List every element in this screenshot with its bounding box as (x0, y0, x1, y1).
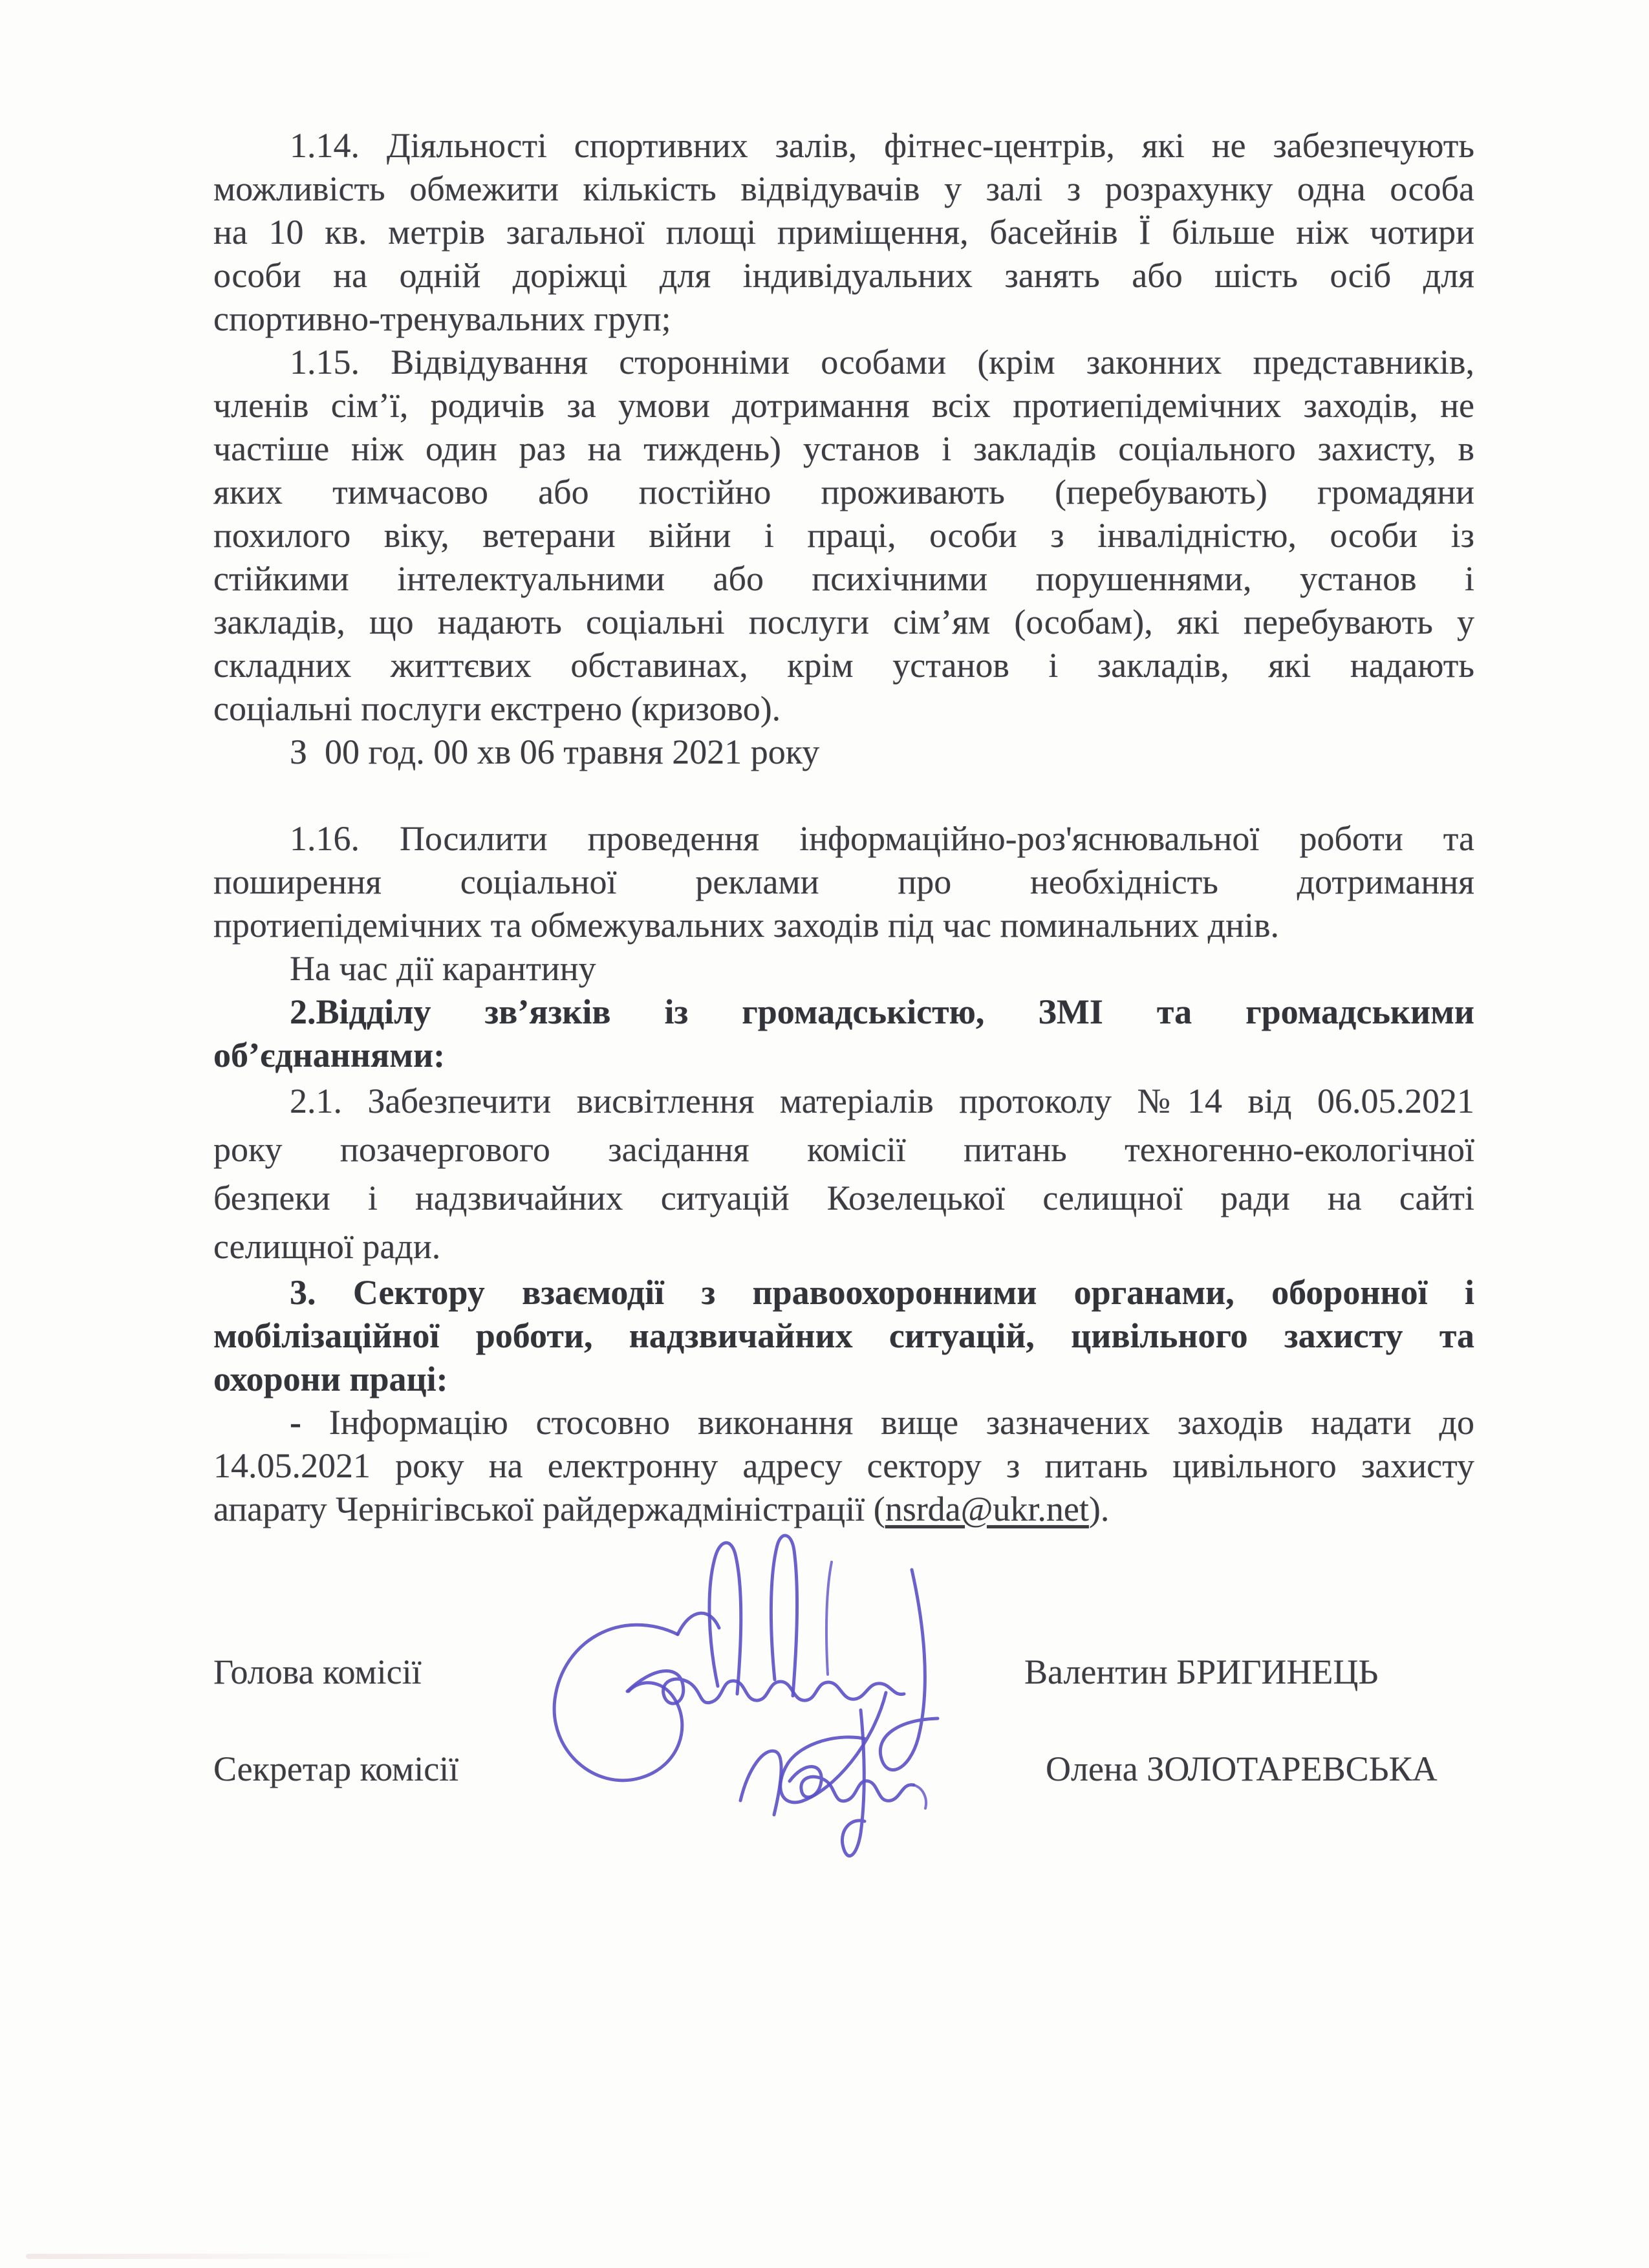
text-line: членів сім’ї, родичів за умови дотримання всіх протиепідемічних заходів, не (213, 386, 1474, 425)
text-line: 1.14. Діяльності спортивних залів, фітнес-центрів, які не забезпечують (290, 126, 1474, 165)
text-line: стійкими інтелектуальними або психічними порушеннями, установ і (213, 559, 1474, 598)
signer-name: Олена ЗОЛОТАРЕВСЬКА (1046, 1749, 1438, 1788)
paragraph-1-16 (213, 817, 1474, 947)
effective-time-line: З 00 год. 00 хв 06 травня 2021 року (290, 733, 820, 771)
heading-line: охорони праці: (213, 1360, 448, 1398)
text-line: селищної ради. (213, 1227, 441, 1266)
blank-line (213, 774, 1474, 817)
text-line: на 10 кв. метрів загальної площі приміщення, басейнів Ї більше ніж чотири (213, 213, 1474, 251)
signature-row-chairman (213, 1651, 1474, 1694)
heading-line: об’єднаннями: (213, 1036, 446, 1075)
text-fragment: Інформацію стосовно виконання вище зазначених заходів надати до (301, 1403, 1474, 1442)
text-line: закладів, що надають соціальні послуги сім’ям (особам), які перебувають у (213, 603, 1474, 641)
paragraph-2-1 (213, 1077, 1474, 1271)
text-line: особи на одній доріжці для індивідуальних занять або шість осіб для (213, 256, 1474, 295)
text-fragment: ). (1088, 1490, 1110, 1528)
text-line: спортивно-тренувальних груп; (213, 299, 671, 338)
email-address: nsrda@ukr.net (885, 1490, 1089, 1528)
quarantine-duration-line: На час дії карантину (290, 949, 596, 988)
signature-row-secretary (213, 1748, 1474, 1791)
text-line: соціальні послуги екстрено (кризово). (213, 689, 781, 728)
heading-line: мобілізаційної роботи, надзвичайних ситуацій, цивільного захисту та (213, 1316, 1474, 1355)
text-line (213, 1488, 1474, 1531)
text-line: складних життєвих обставинах, крім установ і закладів, які надають (213, 646, 1474, 685)
text-line: 1.15. Відвідування сторонніми особами (крім законних представників, (290, 343, 1474, 381)
dash-bullet: - (290, 1403, 301, 1442)
heading-section-3 (213, 1271, 1474, 1401)
text-line: похилого віку, ветерани війни і праці, особи з інвалідністю, особи із (213, 516, 1474, 555)
text-fragment: апарату Чернігівської райдержадміністрації ( (213, 1490, 885, 1528)
heading-section-2 (213, 990, 1474, 1077)
text-line: яких тимчасово або постійно проживають (перебувають) громадяни (213, 473, 1474, 511)
text-line: 1.16. Посилити проведення інформаційно-роз'яснювальної роботи та (290, 819, 1474, 858)
text-line: 14.05.2021 року на електронну адресу сектору з питань цивільного захисту (213, 1446, 1474, 1485)
signer-name: Валентин БРИГИНЕЦЬ (1024, 1653, 1379, 1691)
paragraph-1-14 (213, 124, 1474, 341)
text-line: протиепідемічних та обмежувальних заходів під час поминальних днів. (213, 906, 1280, 945)
scan-artifact (26, 2254, 440, 2259)
text-line: року позачергового засідання комісії питань техногенно-екологічної (213, 1130, 1474, 1169)
role-label: Секретар комісії (213, 1749, 459, 1788)
heading-line: 3. Сектору взаємодії з правоохоронними органами, оборонної і (290, 1273, 1474, 1312)
text-line: поширення соціальної реклами про необхідність дотримання (213, 862, 1474, 901)
heading-line: 2.Відділу зв’язків із громадськістю, ЗМІ та громадськими (290, 992, 1474, 1031)
text-line: частіше ніж один раз на тиждень) установ і закладів соціального захисту, в (213, 429, 1474, 468)
text-line: 2.1. Забезпечити висвітлення матеріалів протоколу №14 від 06.05.2021 (290, 1082, 1474, 1120)
paragraph-1-15 (213, 341, 1474, 731)
text-line: безпеки і надзвичайних ситуацій Козелецької селищної ради на сайті (213, 1179, 1474, 1217)
text-line (213, 1401, 1474, 1444)
role-label: Голова комісії (213, 1653, 422, 1691)
document-text-block (213, 124, 1474, 1791)
paragraph-info-request (213, 1401, 1474, 1531)
text-line: можливість обмежити кількість відвідувачів у залі з розрахунку одна особа (213, 169, 1474, 208)
